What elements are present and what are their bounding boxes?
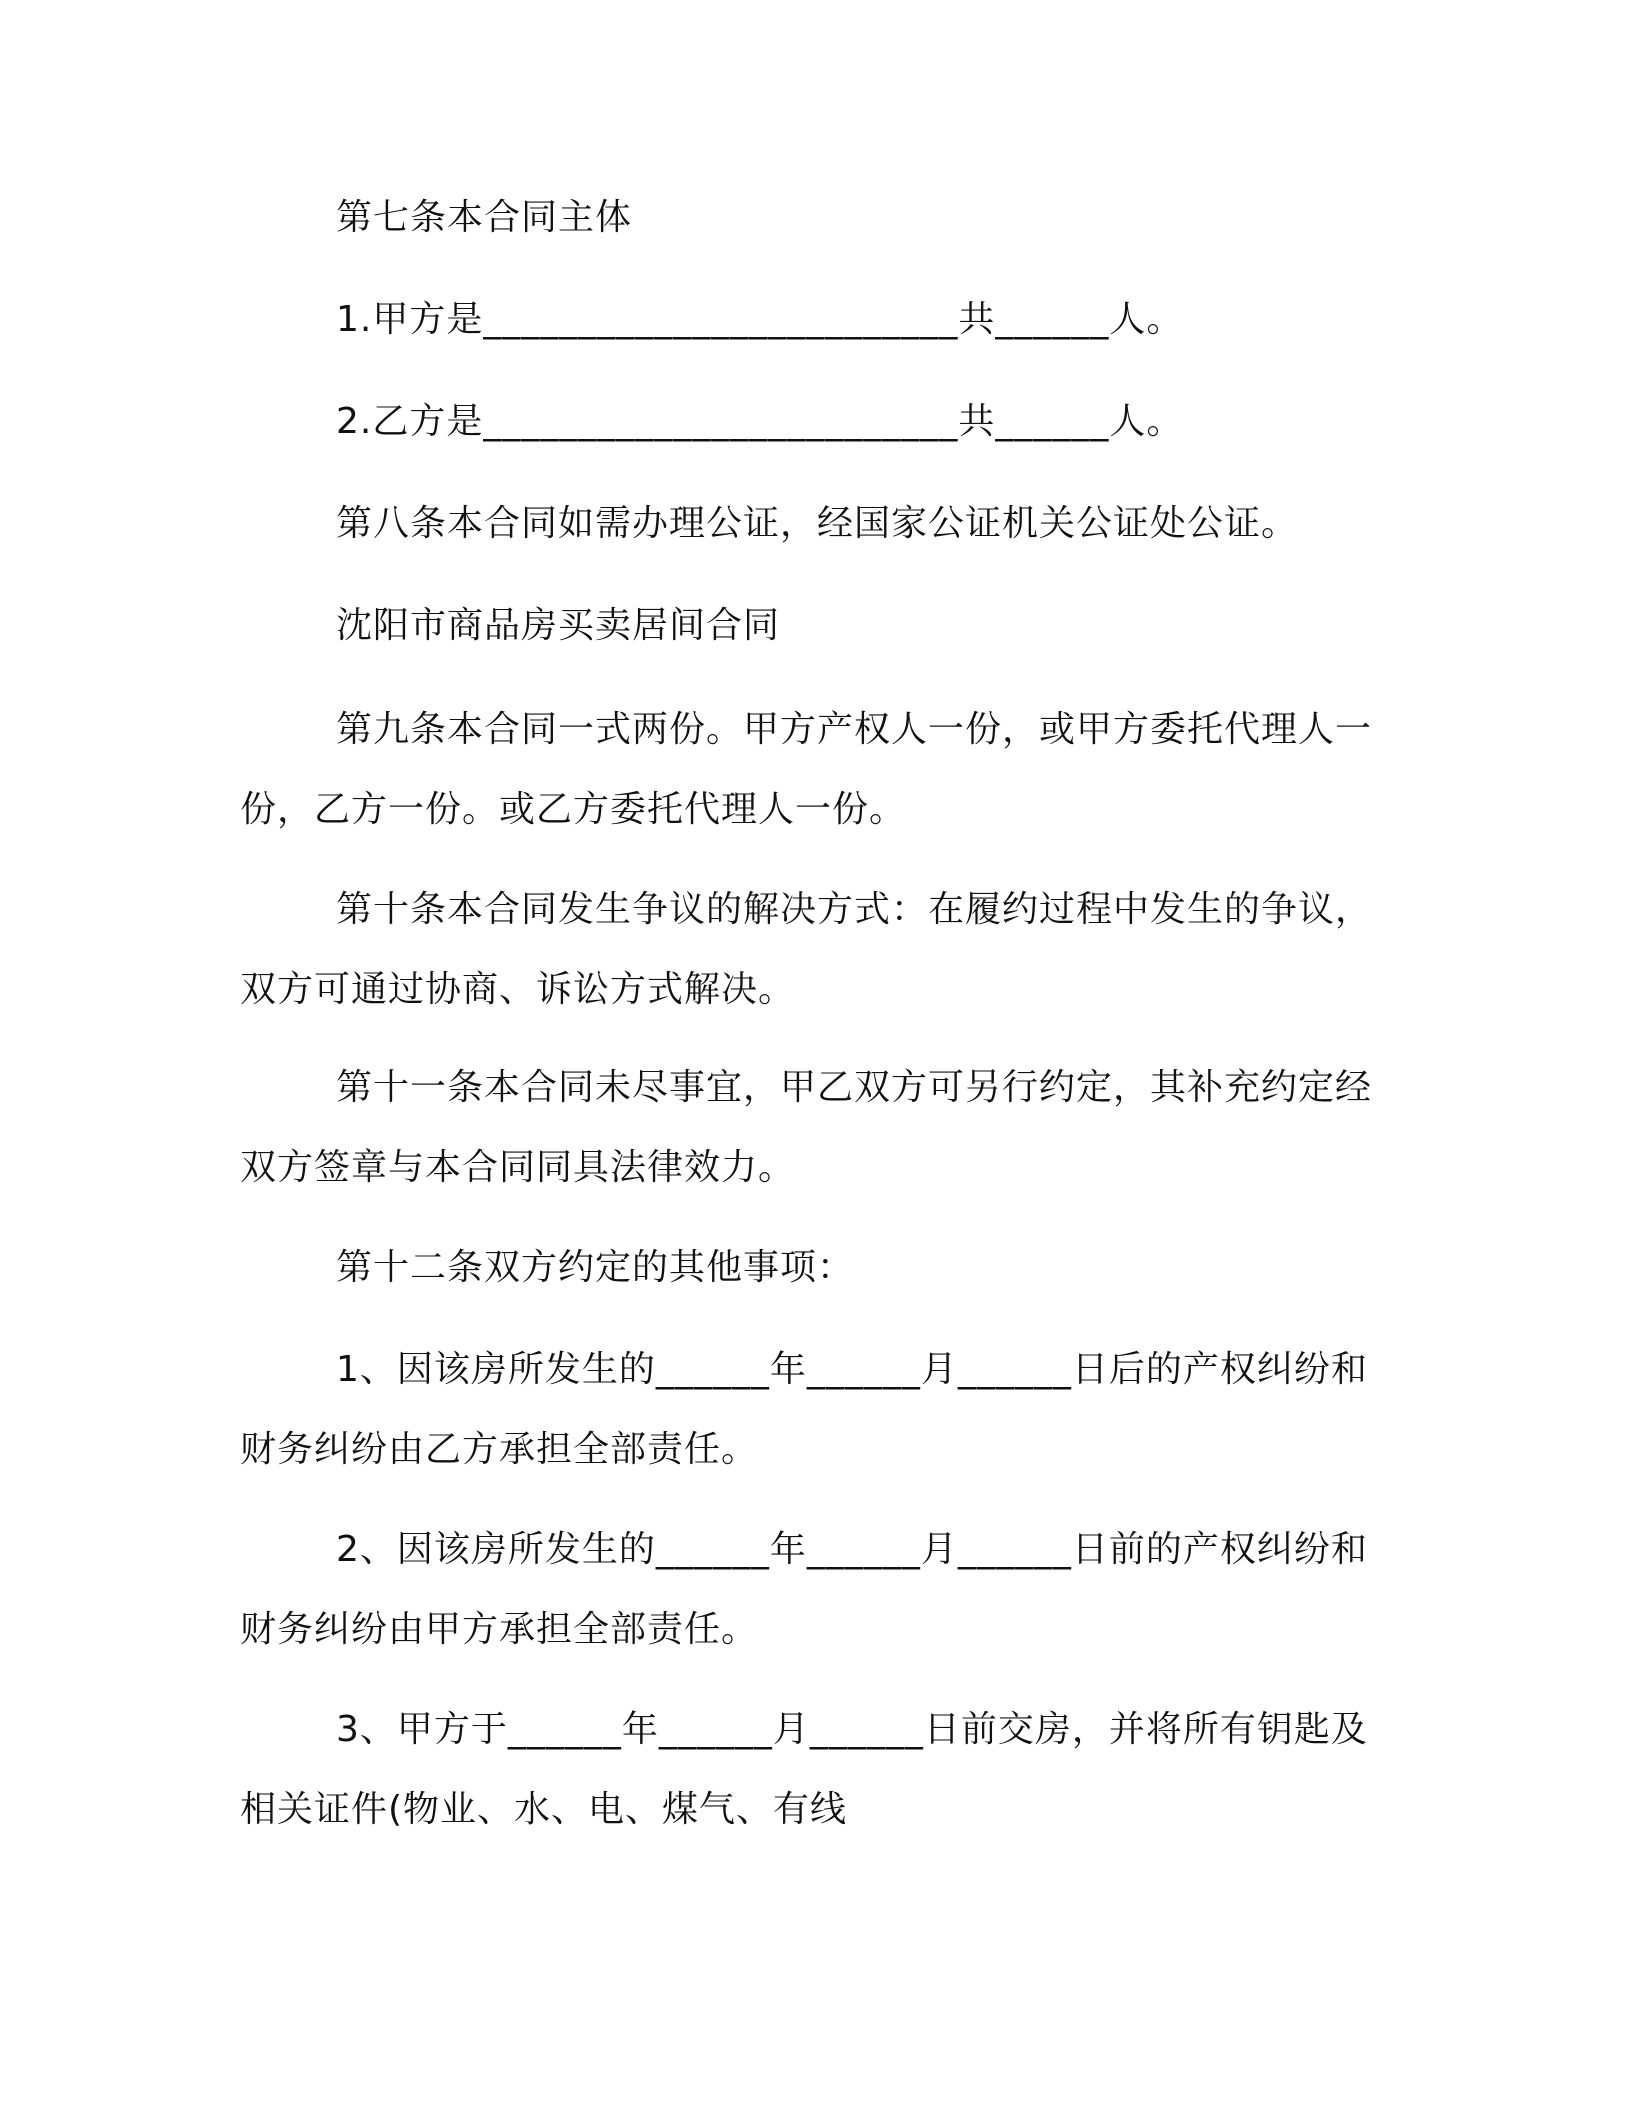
article-11-text: 第十一条本合同未尽事宜，甲乙双方可另行约定，其补充约定经双方签章与本合同同具法律效力。 xyxy=(240,1067,1373,1188)
article-7-heading: 第七条本合同主体 xyxy=(336,197,633,238)
item-1-text: 1、因该房所发生的______年______月______日后的产权纠纷和财务纠纷由乙方承担全部责任。 xyxy=(240,1349,1368,1470)
article-10-paragraph xyxy=(240,870,1392,1030)
contract-title-line: 沈阳市商品房买卖居间合同 xyxy=(336,605,781,646)
party-a-line: 1.甲方是_________________________共______人。 xyxy=(336,299,1184,340)
item-2-paragraph xyxy=(240,1510,1392,1670)
item-1-paragraph xyxy=(240,1330,1392,1490)
article-8-paragraph: 第八条本合同如需办理公证，经国家公证机关公证处公证。 xyxy=(336,503,1299,544)
article-9-paragraph xyxy=(240,690,1392,850)
party-b-line: 2.乙方是_________________________共______人。 xyxy=(336,401,1184,442)
article-11-paragraph xyxy=(240,1048,1392,1208)
article-12-heading: 第十二条双方约定的其他事项： xyxy=(336,1247,855,1288)
item-2-text: 2、因该房所发生的______年______月______日前的产权纠纷和财务纠纷由甲方承担全部责任。 xyxy=(240,1529,1368,1650)
item-3-paragraph xyxy=(240,1690,1392,1850)
article-9-text: 第九条本合同一式两份。甲方产权人一份，或甲方委托代理人一份，乙方一份。或乙方委托代理人一份。 xyxy=(240,709,1373,830)
article-10-text: 第十条本合同发生争议的解决方式：在履约过程中发生的争议，双方可通过协商、诉讼方式解决。 xyxy=(240,889,1373,1010)
item-3-text: 3、甲方于______年______月______日前交房，并将所有钥匙及相关证件(物业、水、电、煤气、有线 xyxy=(240,1709,1368,1830)
